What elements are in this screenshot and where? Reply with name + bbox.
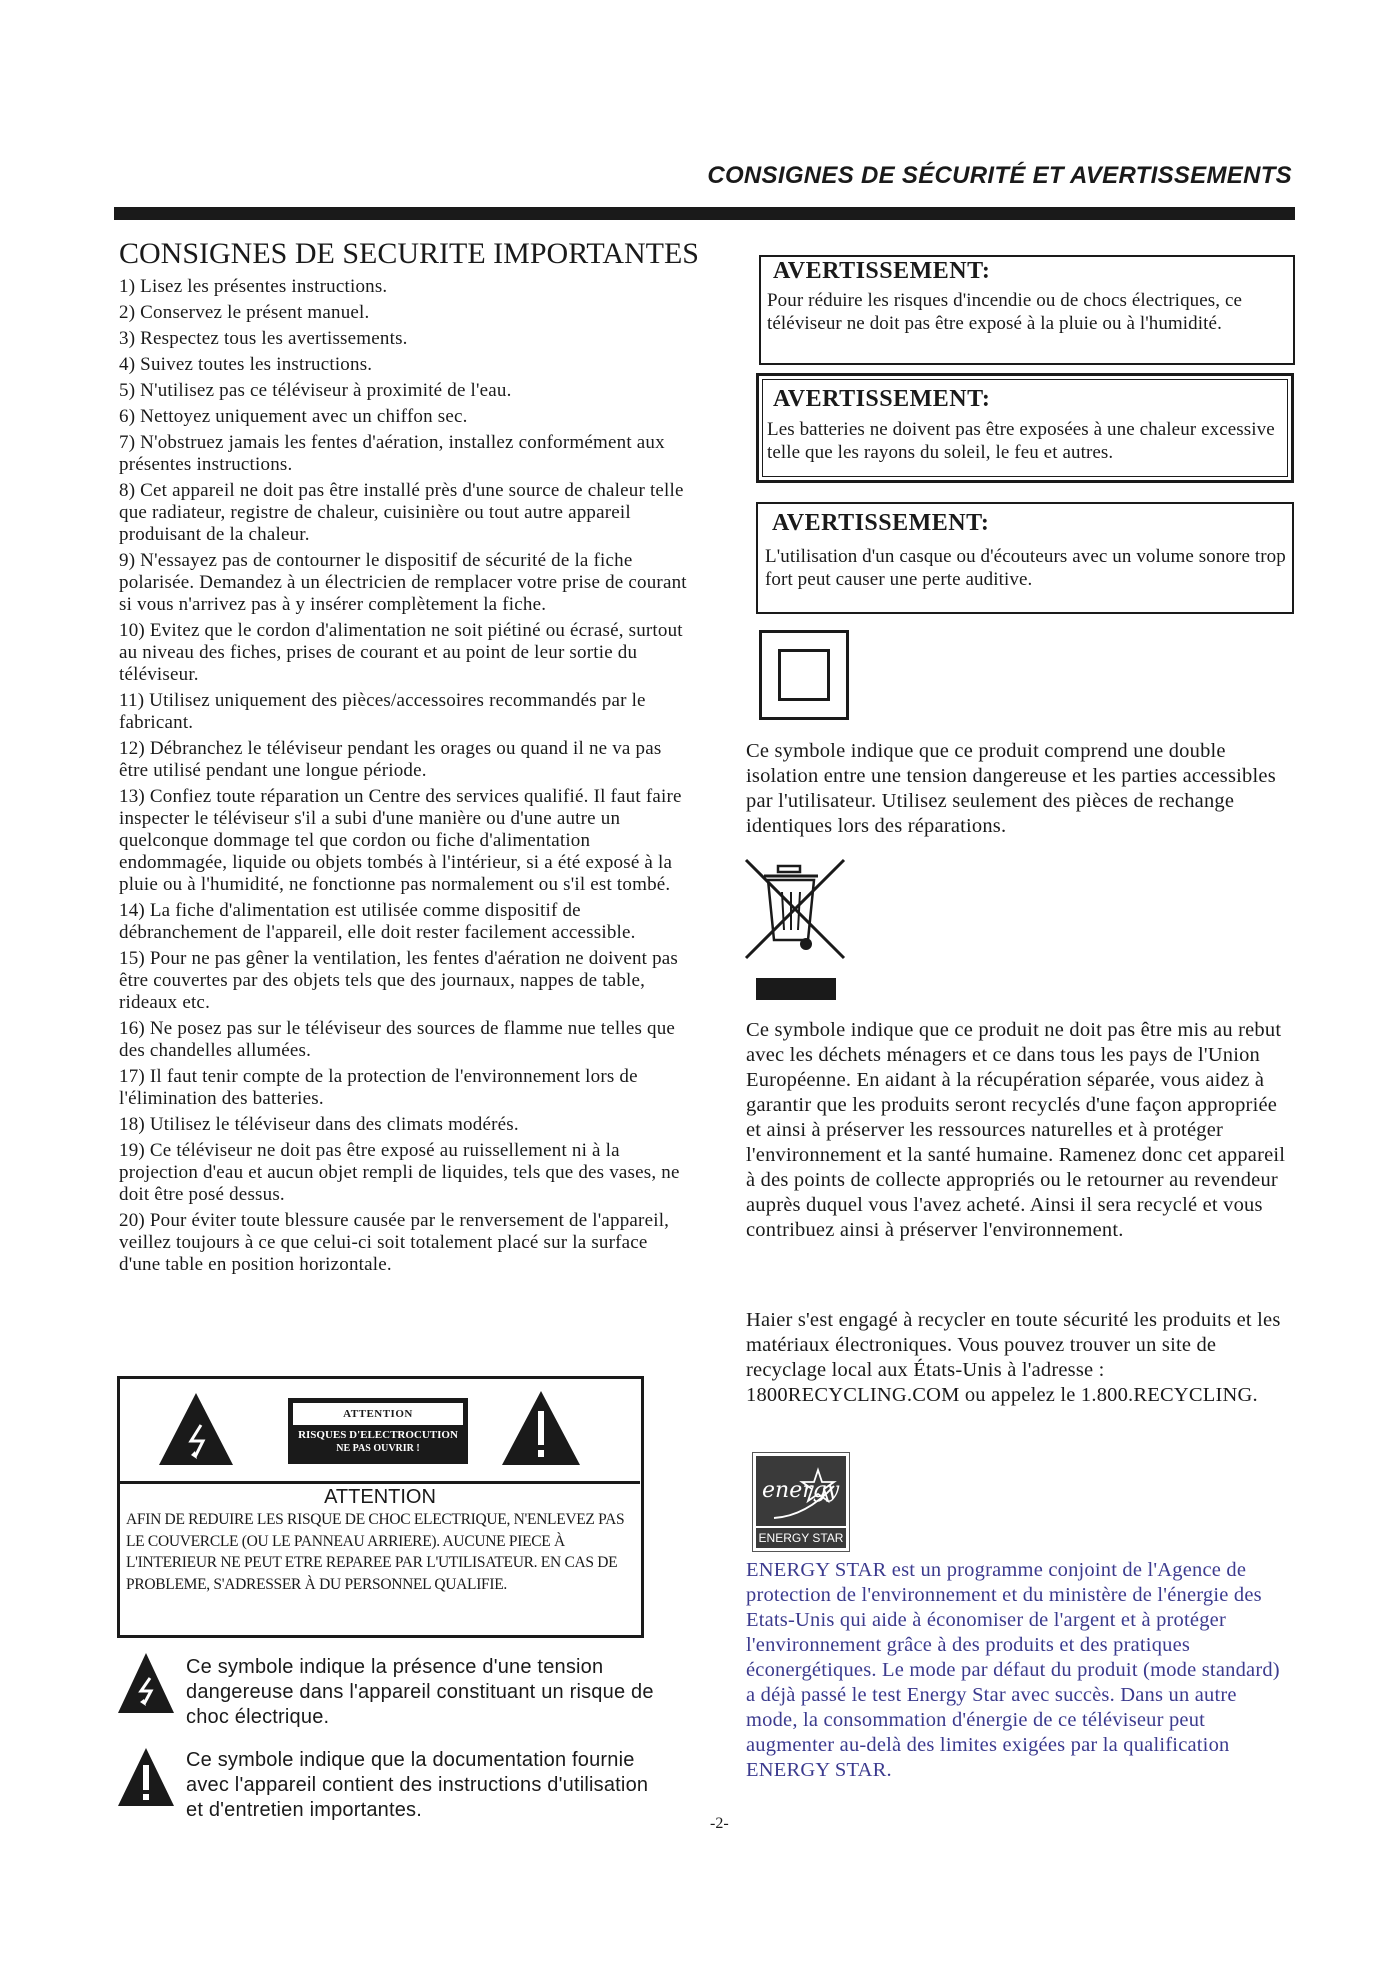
page-title: CONSIGNES DE SECURITE IMPORTANTES: [119, 237, 699, 270]
warning-text: L'utilisation d'un casque ou d'écouteurs avec un volume sonore trop fort peut causer une perte auditive.: [765, 546, 1286, 590]
list-item: 5) N'utilisez pas ce téléviseur à proximité de l'eau.: [119, 380, 512, 401]
weee-text: Ce symbole indique que ce produit ne doit pas être mis au rebut avec les déchets ménagers et ce dans tous les pays de l'Union Européenne. En aidant à la récupération séparée, vous aidez à garantir que les produits seront recyclés d'une façon appropriée et ainsi à préserver les ressources naturelles et à protéger l'environnement et la santé humaine. Ramenez donc cet appareil à des points de collecte appropriés ou le retourner au revendeur auprès duquel vous l'avez acheté. Ainsi il sera recyclé et vous contribuez ainsi à préserver l'environnement.: [746, 1019, 1286, 1241]
list-item: 9) N'essayez pas de contourner le dispositif de sécurité de la fiche polarisée. Demandez à un électricien de remplacer votre prise de courant si vous n'arrivez pas à y insérer complètement la fiche.: [119, 550, 687, 615]
lightning-warning-icon: [157, 1391, 235, 1467]
list-item: 13) Confiez toute réparation un Centre des services qualifié. Il faut faire inspecter le téléviseur s'il a subi d'une manière ou d'une autre un quelconque dommage tel que cordon ou fiche d'alimentation endommagée, liquide ou objets tombés à l'intérieur, si a été exposé à la pluie ou à l'humidité, ne fonctionne pas normalement ou s'il est tombé.: [119, 786, 682, 895]
energy-star-logo: [752, 1452, 850, 1552]
page-number: -2-: [710, 1815, 729, 1832]
list-item: 17) Il faut tenir compte de la protection de l'environnement lors de l'élimination des batteries.: [119, 1066, 638, 1109]
warning-box-rain: [759, 255, 1295, 365]
attention-sticker-line2: NE PAS OUVRIR !: [336, 1443, 420, 1454]
attention-label: [117, 1376, 644, 1638]
energy-star-logo-field: [756, 1456, 846, 1526]
list-item: 1) Lisez les présentes instructions.: [119, 276, 388, 297]
voltage-symbol-text: Ce symbole indique la présence d'une tension dangereuse dans l'appareil constituant un risque de choc électrique.: [186, 1656, 654, 1728]
list-item: 19) Ce téléviseur ne doit pas être exposé au ruissellement ni à la projection d'eau et aucun objet rempli de liquides, tels que des vases, ne doit être posé dessus.: [119, 1140, 680, 1205]
attention-heading: ATTENTION: [324, 1486, 436, 1508]
attention-sticker-line1: RISQUES D'ELECTROCUTION: [298, 1429, 458, 1441]
section-header-title: CONSIGNES DE SÉCURITÉ ET AVERTISSEMENTS: [707, 162, 1292, 189]
list-item: 3) Respectez tous les avertissements.: [119, 328, 408, 349]
warning-box-batteries: [756, 373, 1294, 483]
attention-label-top: [120, 1379, 640, 1484]
list-item: 12) Débranchez le téléviseur pendant les orages ou quand il ne va pas être utilisé pendant une longue période.: [119, 738, 662, 781]
warning-text: Pour réduire les risques d'incendie ou de chocs électriques, ce téléviseur ne doit pas être exposé à la pluie ou à l'humidité.: [767, 290, 1243, 334]
list-item: 16) Ne posez pas sur le téléviseur des sources de flamme nue telles que des chandelles allumées.: [119, 1018, 676, 1061]
header-rule: [114, 207, 1295, 220]
list-item: 10) Evitez que le cordon d'alimentation ne soit piétiné ou écrasé, surtout au niveau des fiches, prises de courant et au point de leur sortie du téléviseur.: [119, 620, 683, 685]
haier-recycling-text: Haier s'est engagé à recycler en toute sécurité les produits et les matériaux électroniques. Vous pouvez trouver un site de recyclage local aux États-Unis à l'adresse : 1800RECYCLING.COM ou appelez le 1.800.RECYCLING.: [746, 1309, 1281, 1406]
energy-star-script: energy: [762, 1478, 840, 1503]
list-item: 14) La fiche d'alimentation est utilisée comme dispositif de débranchement de l'appareil, elle doit rester facilement accessible.: [119, 900, 636, 943]
double-insulation-text: Ce symbole indique que ce produit comprend une double isolation entre une tension dangereuse et les parties accessibles par l'utilisateur. Utilisez seulement des pièces de rechange identiques lors des réparations.: [746, 740, 1276, 837]
list-item: 11) Utilisez uniquement des pièces/accessoires recommandés par le fabricant.: [119, 690, 646, 733]
crossed-bin-icon: [744, 858, 849, 1006]
lightning-symbol-icon: [117, 1652, 175, 1714]
documentation-symbol-text: Ce symbole indique que la documentation fournie avec l'appareil contient des instructions d'utilisation et d'entretien importantes.: [186, 1749, 649, 1821]
exclamation-symbol-icon: [117, 1747, 175, 1807]
double-insulation-icon: [759, 630, 849, 720]
list-item: 2) Conservez le présent manuel.: [119, 302, 370, 323]
energy-star-text: ENERGY STAR est un programme conjoint de l'Agence de protection de l'environnement et du ministère de l'énergie des Etats-Unis qui aide à économiser de l'argent et à protéger l'environnement grâce à des produits et des pratiques éconergétiques. Le mode par défaut du produit (mode standard) a déjà passé le test Energy Star avec succès. Dans un autre mode, la consommation d'énergie de ce téléviseur peut augmenter au-delà des limites exigées par la qualification ENERGY STAR.: [746, 1559, 1280, 1781]
warning-title: AVERTISSEMENT:: [772, 510, 990, 536]
list-item: 4) Suivez toutes les instructions.: [119, 354, 373, 375]
list-item: 15) Pour ne pas gêner la ventilation, les fentes d'aération ne doivent pas être couvertes par des objets tels que des journaux, nappes de table, rideaux etc.: [119, 948, 679, 1013]
list-item: 7) N'obstruez jamais les fentes d'aération, installez conformément aux présentes instructions.: [119, 432, 665, 475]
safety-rules-list: [119, 276, 691, 1280]
warning-title: AVERTISSEMENT:: [773, 386, 991, 412]
exclamation-warning-icon: [500, 1389, 582, 1467]
list-item: 20) Pour éviter toute blessure causée par le renversement de l'appareil, veillez toujours à ce que celui-ci soit totalement placé sur la surface d'une table en position horizontale.: [119, 1210, 670, 1275]
warning-box-headphones: [756, 502, 1294, 614]
energy-star-logo-label: ENERGY STAR: [756, 1528, 846, 1548]
attention-sticker-title: ATTENTION: [293, 1403, 463, 1425]
list-item: 18) Utilisez le téléviseur dans des climats modérés.: [119, 1114, 519, 1135]
warning-text: Les batteries ne doivent pas être exposées à une chaleur excessive telle que les rayons du soleil, le feu et autres.: [767, 419, 1275, 463]
list-item: 6) Nettoyez uniquement avec un chiffon sec.: [119, 406, 468, 427]
list-item: 8) Cet appareil ne doit pas être installé près d'une source de chaleur telle que radiateur, registre de chaleur, cuisinière ou tout autre appareil produisant de la chaleur.: [119, 480, 684, 545]
warning-title: AVERTISSEMENT:: [773, 258, 991, 284]
attention-body: AFIN DE REDUIRE LES RISQUE DE CHOC ELECTRIQUE, N'ENLEVEZ PAS LE COUVERCLE (OU LE PANNEAU ARRIERE). AUCUNE PIECE À L'INTERIEUR NE PEUT ETRE REPAREE PAR L'UTILISATEUR. EN CAS DE PROBLEME, S'ADRESSER À DU PERSONNEL QUALIFIE.: [126, 1511, 625, 1593]
attention-sticker: [288, 1398, 468, 1464]
